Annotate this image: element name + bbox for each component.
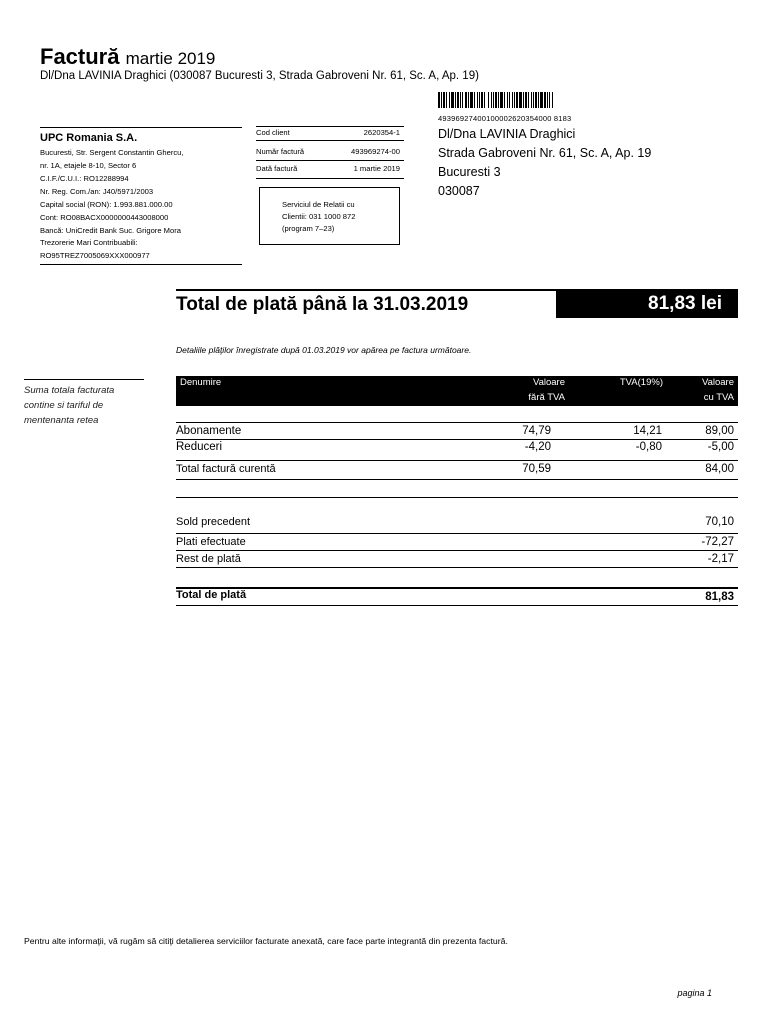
side-note-line: Suma totala facturata [24,385,115,396]
barcode-bar [533,92,534,108]
grand-total-bottom-rule [176,605,738,606]
payments-note: Detaliile plăţilor înregistrate după 01.03.2019 vor apărea pe factura următoare. [176,345,472,355]
page-number: pagina 1 [677,988,712,998]
balance-rule [176,550,738,551]
barcode-bar [455,92,456,108]
company-top-rule [40,127,242,128]
table-rule [176,439,738,440]
barcode-bar [488,92,489,108]
row-name: Reduceri [176,441,223,453]
header-vat: TVA(19%) [619,377,663,388]
barcode-bar [507,92,508,108]
row-gross: -5,00 [707,441,734,453]
barcode-bar [443,92,445,108]
table-rule [176,479,738,480]
recipient-zip: 030087 [438,184,480,198]
barcode-bar [516,92,518,108]
total-due-box [556,290,738,318]
barcode-bar [481,92,483,108]
barcode-bar [470,92,473,108]
client-info-rule [256,140,404,141]
balance-rule [176,497,738,498]
company-line: Cont: RO08BACX0000000443008000 [40,213,169,222]
barcode-number: 49396927400100002620354000 8183 [438,114,572,123]
barcode-bar [514,92,515,108]
barcode-bar [462,92,463,108]
barcode-bar [531,92,532,108]
barcode-bar [446,92,447,108]
barcode-graphic [438,92,672,108]
barcode-bar [528,92,529,108]
barcode-bar [438,92,440,108]
client-code-value: 2620354-1 [363,128,400,137]
barcode-bar [449,92,450,108]
client-code-label: Cod client [256,128,290,137]
barcode-bar [504,92,505,108]
row-gross: 89,00 [705,425,734,437]
customer-service-line: (program 7–23) [282,224,335,233]
total-due-label: Total de plată până la 31.03.2019 [176,294,469,315]
recipient-city: Bucuresti 3 [438,165,501,179]
barcode-bar [509,92,510,108]
invoice-date-label: Dată factură [256,164,298,173]
payments-value: -72,27 [701,536,734,548]
header-net-sub: fără TVA [528,392,565,403]
grand-total-label: Total de plată [176,589,247,601]
barcode-bar [525,92,527,108]
header-gross: Valoare [701,377,734,388]
balance-rule [176,567,738,568]
footer-note: Pentru alte informaţii, vă rugăm să citiţi detalierea serviciilor facturate anexată, care face parte integrantă din prezenta factură. [24,936,508,946]
barcode-bar [457,92,459,108]
recipient-name: Dl/Dna LAVINIA Draghici [438,127,576,141]
barcode-bar [498,92,499,108]
row-vat: 14,21 [633,425,662,437]
barcode-bar [474,92,475,108]
barcode-bar [460,92,461,108]
client-info-top-rule [256,126,404,127]
header-name: Denumire [180,377,222,388]
previous-balance-label: Sold precedent [176,516,250,528]
company-name: UPC Romania S.A. [40,132,138,144]
invoice-period: martie 2019 [125,49,216,68]
balance-rule [176,533,738,534]
grand-total-rule [176,587,738,589]
header-gross-sub: cu TVA [703,392,734,403]
barcode-bar [441,92,442,108]
barcode-bar [512,92,513,108]
side-note-rule [24,379,144,380]
current-total-gross: 84,00 [705,463,734,475]
barcode-bar [477,92,478,108]
customer-service-line: Serviciul de Relatii cu [282,200,355,209]
company-line: Capital social (RON): 1.993.881.000.00 [40,200,173,209]
row-name: Abonamente [176,425,242,437]
side-note-line: mentenanta retea [24,415,99,426]
company-line: Bucuresti, Str. Sergent Constantin Ghercu, [40,148,184,157]
table-header [176,376,738,406]
grand-total-value: 81,83 [705,591,734,603]
side-note-line: contine si tariful de [24,400,104,411]
customer-service-line: Clientii: 031 1000 872 [282,212,356,221]
barcode-bar [479,92,480,108]
barcode-bar [547,92,548,108]
invoice-title [40,44,215,70]
invoice-title-word: Factură [40,44,120,69]
barcode-bar [540,92,543,108]
invoice-date-value: 1 martie 2019 [353,164,400,173]
barcode-bar [523,92,524,108]
invoice-number-value: 493969274-00 [351,147,400,156]
barcode-bar [500,92,503,108]
previous-balance-value: 70,10 [705,516,734,528]
client-info-bottom-rule [256,178,404,179]
barcode-bar [519,92,522,108]
table-rule [176,460,738,461]
company-bottom-rule [40,264,242,265]
barcode-bar [465,92,467,108]
barcode-bar [495,92,497,108]
current-total-net: 70,59 [522,463,551,475]
company-line: Trezorerie Mari Contribuabili: [40,238,138,247]
barcode-bar [552,92,553,108]
client-info-rule [256,160,404,161]
company-line: nr. 1A, etajele 8-10, Sector 6 [40,161,137,170]
barcode-bar [493,92,494,108]
current-total-label: Total factură curentă [176,463,276,475]
total-due-amount: 81,83 lei [648,293,722,314]
rest-label: Rest de plată [176,553,241,565]
barcode-bar [544,92,546,108]
barcode-bar [484,92,485,108]
header-net: Valoare [532,377,565,388]
barcode-bar [549,92,550,108]
table-rule [176,422,738,423]
barcode-bar [538,92,539,108]
company-line: Bancă: UniCredit Bank Suc. Grigore Mora [40,226,181,235]
header-address: Dl/Dna LAVINIA Draghici (030087 Bucuresti 3, Strada Gabroveni Nr. 61, Sc. A, Ap. 19) [40,70,479,82]
barcode-bar [468,92,469,108]
invoice-number-label: Număr factură [256,147,305,156]
recipient-street: Strada Gabroveni Nr. 61, Sc. A, Ap. 19 [438,146,652,160]
company-line: C.I.F./C.U.I.: RO12288994 [40,174,129,183]
barcode-bar [535,92,537,108]
company-line: RO95TREZ7005069XXX000977 [40,251,150,260]
payments-label: Plati efectuate [176,536,246,548]
row-net: 74,79 [522,425,551,437]
row-net: -4,20 [524,441,551,453]
barcode-bar [491,92,492,108]
barcode-bar [451,92,454,108]
row-vat: -0,80 [635,441,662,453]
rest-value: -2,17 [707,553,734,565]
company-line: Nr. Reg. Com./an: J40/5971/2003 [40,187,154,196]
